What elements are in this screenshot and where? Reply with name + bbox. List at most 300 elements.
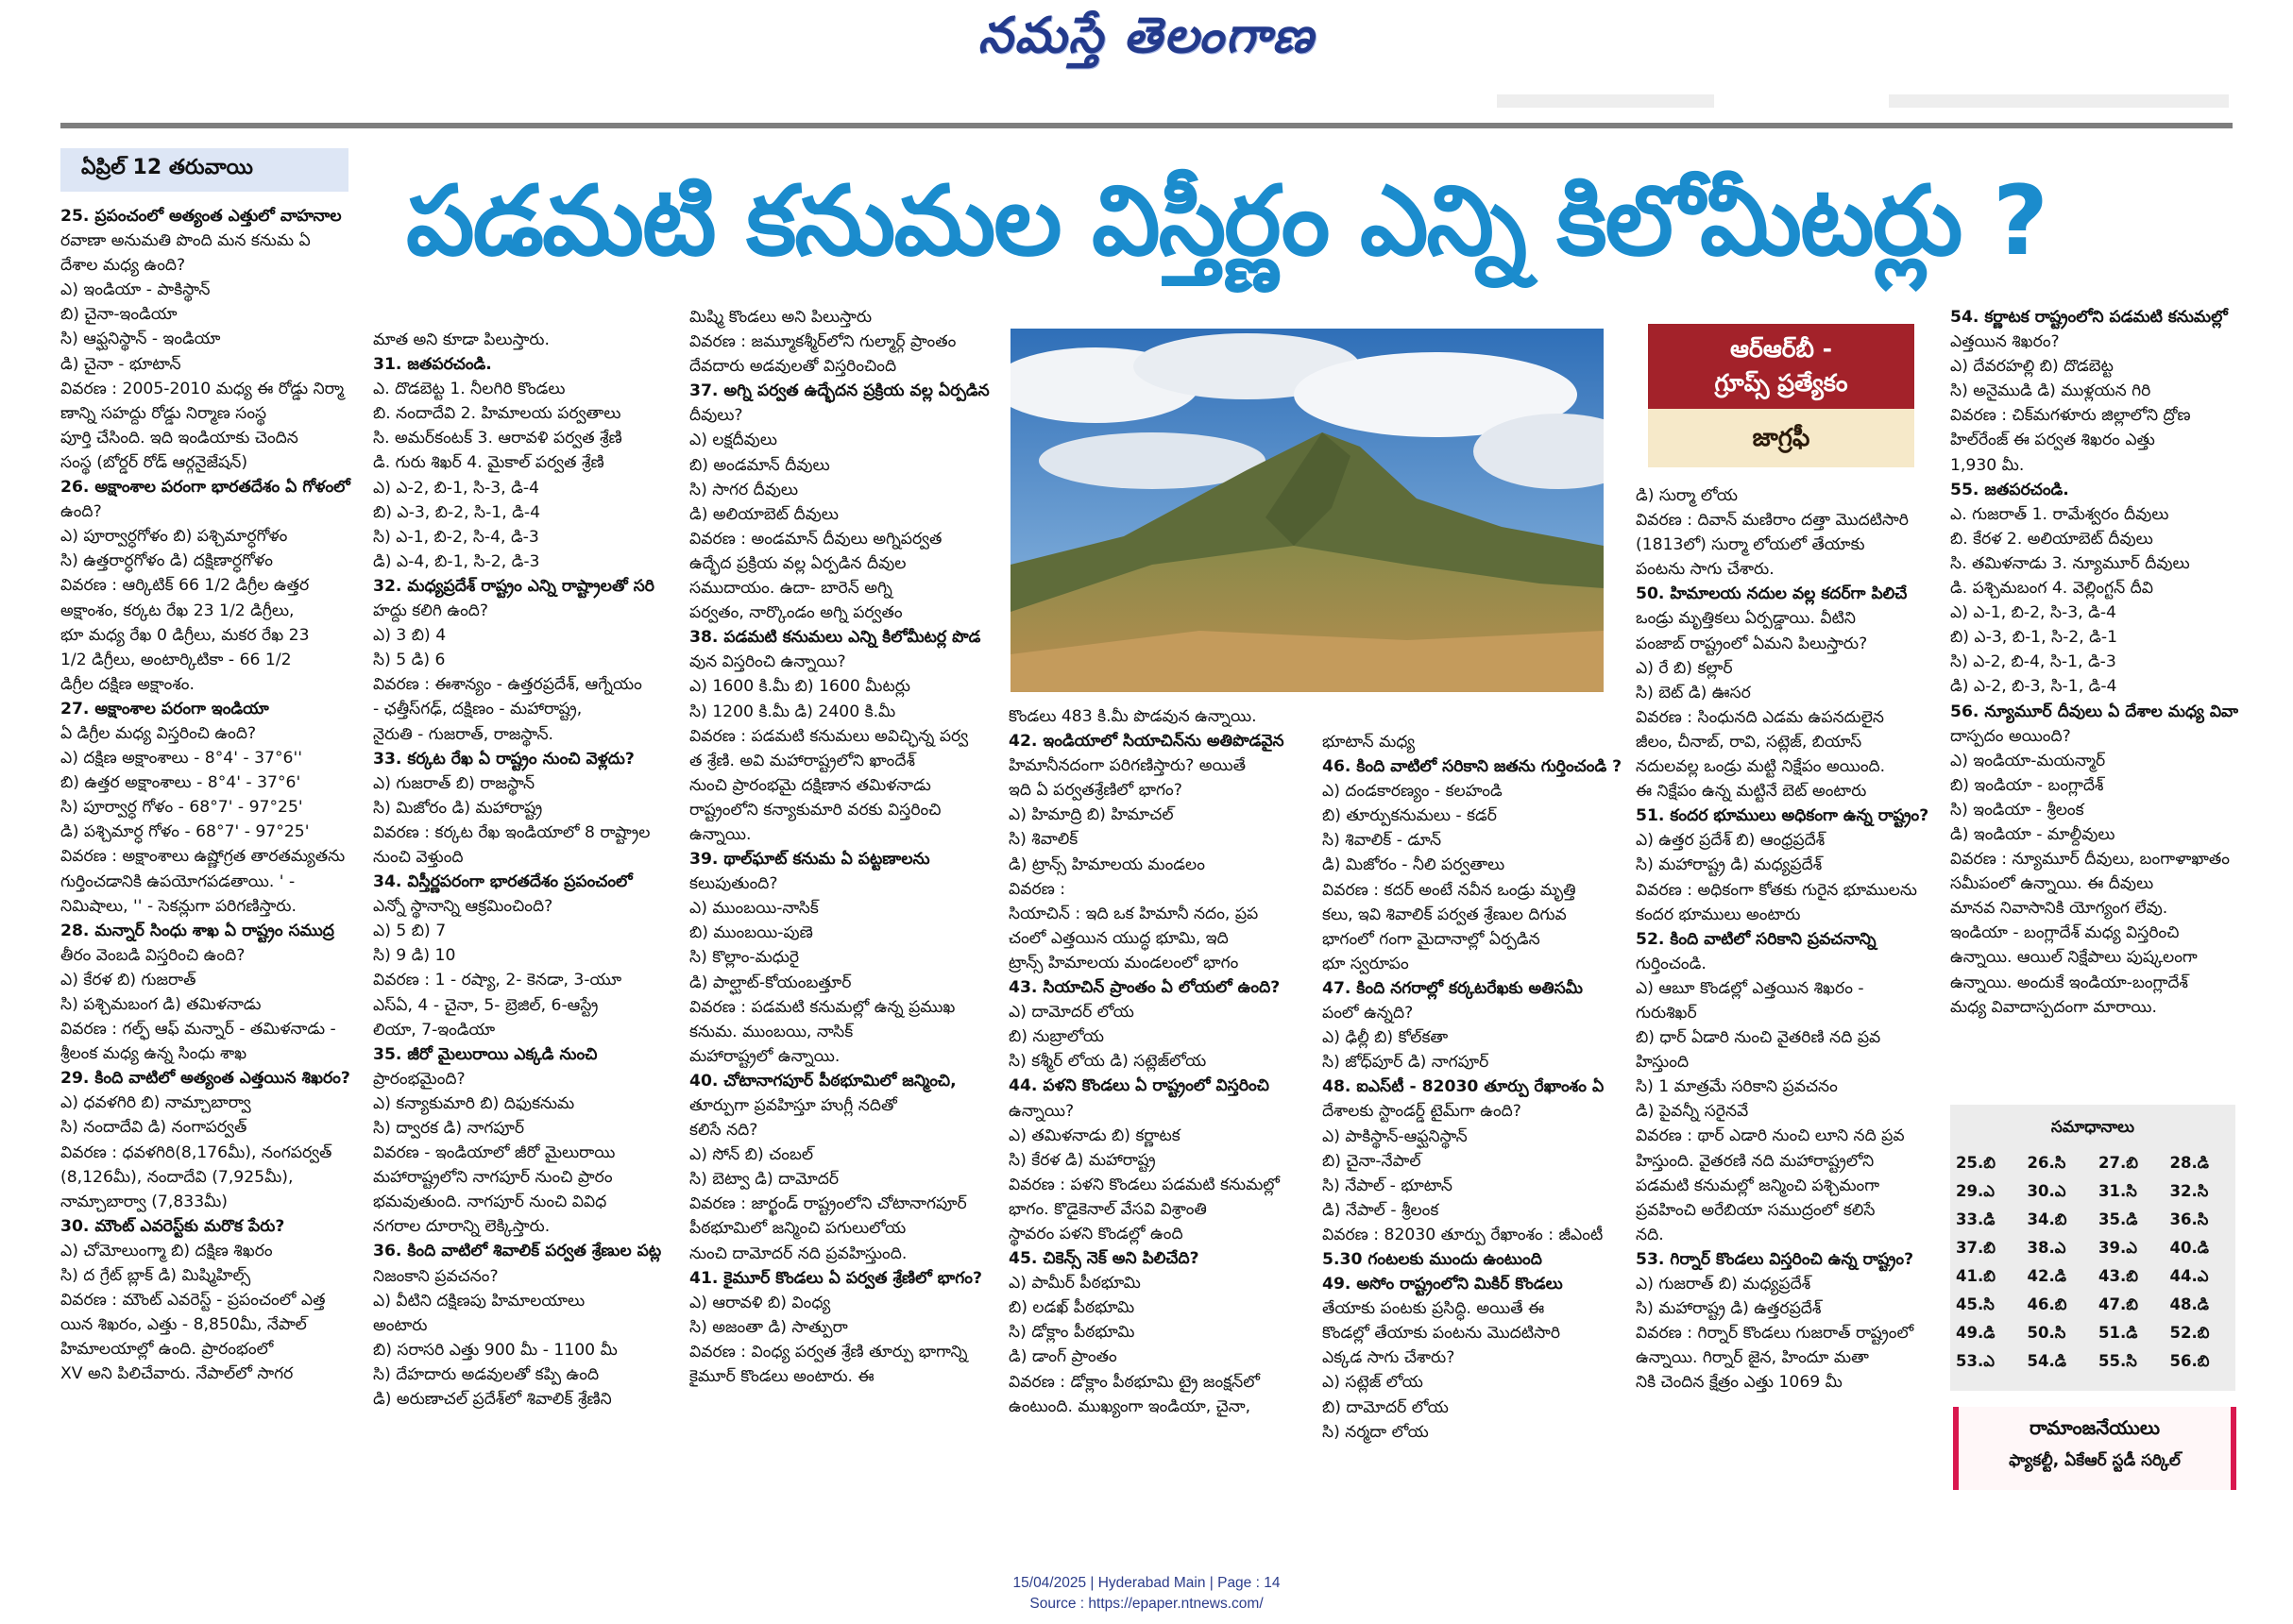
column-line: కొండల్లో తేయాకు పంటను మొదటిసారి — [1322, 1324, 1561, 1344]
column-line: హిమానీనదంగా పరిగణిస్తారు? అయితే — [1009, 756, 1246, 776]
column-line: దేశాల మధ్య ఉంది? — [60, 256, 186, 276]
column-line: ఉంది? — [60, 502, 102, 522]
column-line: సి) నర్మదా లోయ — [1322, 1422, 1429, 1442]
column-line: 29. కింది వాటిలో అత్యంత ఎత్తయిన శిఖరం? — [60, 1069, 350, 1089]
column-line: ఎ) వీటిని దక్షిణపు హిమాలయాలు — [373, 1291, 586, 1311]
exam-tag-line1: ఆర్ఆర్‌బీ - — [1730, 335, 1832, 363]
column-line: 54. కర్ణాటక రాష్ట్రంలోని పడమటి కనుమల్లో — [1950, 308, 2228, 327]
column-line: సి) ఇండియా - శ్రీలంక — [1950, 800, 2084, 820]
column-line: ఎ) దేవరహల్లి బి) దొడబెట్ట — [1950, 357, 2114, 377]
text-column-7 — [1950, 305, 2238, 1093]
column-line: భూటాన్ మధ్య — [1322, 733, 1416, 752]
column-line: 37. అగ్ని పర్వత ఉద్భేదన ప్రక్రియ వల్ల ఏర్పడిన — [689, 381, 990, 401]
column-line: బి. నందాదేవి 2. హిమాలయ పర్వతాలు — [373, 404, 621, 424]
column-line: వివరణ : కర్కట రేఖ ఇండియాలో 8 రాష్ట్రాల — [373, 822, 651, 842]
column-line: సి) నందాదేవి డి) నంగాపర్వత్ — [60, 1118, 247, 1138]
column-line: డి) పశ్చిమార్ధ గోళం - 68°7' - 97°25' — [60, 822, 310, 842]
column-line: వివరణ : 2005-2010 మధ్య ఈ రోడ్డు నిర్మా — [60, 379, 345, 398]
text-column-3 — [689, 305, 992, 1480]
column-line: సి) ఉత్తరార్ధగోళం డి) దక్షిణార్ధగోళం — [60, 551, 273, 571]
column-line: ఎ) తమిళనాడు బి) కర్ణాటక — [1009, 1125, 1180, 1145]
column-line: మిష్మి కొండలు అని పిలుస్తారు — [689, 308, 873, 327]
column-line: స్థావరం పళని కొండల్లో ఉంది — [1009, 1224, 1183, 1243]
column-line: గురుశిఖర్ — [1636, 1003, 1697, 1023]
column-line: ఎ) 5 బి) 7 — [373, 922, 447, 941]
column-line: ఉంటుంది. ముఖ్యంగా ఇండియా, చైనా, — [1009, 1396, 1251, 1416]
column-line: బి) సరాసరి ఎత్తు 900 మీ - 1100 మీ — [373, 1340, 618, 1360]
column-line: మాత అని కూడా పిలుస్తారు. — [373, 330, 550, 349]
column-line: సి) 5 డి) 6 — [373, 651, 446, 670]
answer-row — [1950, 1178, 2235, 1207]
column-line: 40. చోటానాగపూర్ పీఠభూమిలో జన్మించి, — [689, 1071, 957, 1091]
column-line: సి) ఎ-2, బి-4, సి-1, డి-3 — [1950, 652, 2116, 672]
column-line: ప్రవహించి అరేబియా సముద్రంలో కలిసే — [1636, 1200, 1876, 1220]
column-line: సి) 1 మాత్రమే సరికాని ప్రవచనం — [1636, 1077, 1838, 1097]
column-line: సి) 9 డి) 10 — [373, 946, 456, 966]
column-line: డి) మిజోరం - నీలి పర్వతాలు — [1322, 855, 1505, 875]
answer-cell: 42.డి — [2027, 1266, 2066, 1285]
column-line: ఎ) గుజరాత్ బి) రాజస్థాన్ — [373, 773, 535, 793]
column-line: కైమూర్ కొండలు అంటారు. ఈ — [689, 1367, 875, 1387]
answer-cell: 25.బి — [1956, 1153, 1996, 1172]
column-line: పంజాబ్ రాష్ట్రంలో ఏమని పిలుస్తారు? — [1636, 634, 1868, 653]
column-line: వివరణ : ఆర్కిటిక్ 66 1/2 డిగ్రీల ఉత్తర — [60, 576, 310, 596]
answer-cell: 26.సి — [2027, 1153, 2066, 1172]
header-stub-right — [1889, 94, 2229, 108]
column-line: బి) తూర్పుకనుమలు - కడర్ — [1322, 806, 1497, 826]
column-line: ఎ) 3 బి) 4 — [373, 626, 447, 646]
text-column-1 — [60, 204, 353, 1480]
column-line: ఎ) హిమాద్రి బి) హిమాచల్ — [1009, 805, 1174, 825]
column-line: వివరణ : జార్ఖండ్ రాష్ట్రంలోని చోటానాగపూర్ — [689, 1194, 967, 1214]
column-line: 47. కింది నగరాల్లో కర్కటరేఖకు అతిసమీ — [1322, 978, 1583, 998]
column-line: వివరణ : కదర్ అంటే నవీన ఒండ్రు మృత్తి — [1322, 880, 1576, 900]
column-line: ఉద్భేద ప్రక్రియ వల్ల ఏర్పడిన దీవుల — [689, 553, 907, 573]
column-line: 49. అసోం రాష్ట్రంలోని మికిర్ కొండలు — [1322, 1275, 1563, 1294]
column-line: నైరుతి - గుజరాత్, రాజస్థాన్. — [373, 724, 554, 744]
column-line: 50. హిమాలయ నదుల వల్ల కదర్‌గా పిలిచే — [1636, 584, 1908, 604]
column-line: బి) లడఖ్ పీఠభూమి — [1009, 1298, 1135, 1318]
column-line: కొండలు 483 కి.మీ పొడవున ఉన్నాయి. — [1009, 707, 1257, 726]
header-stub-left — [1497, 94, 1714, 108]
column-line: హిస్తుంది. వైతరణి నది మహారాష్ట్రలోని — [1636, 1151, 1875, 1171]
column-line: వున విస్తరించి ఉన్నాయి? — [689, 652, 846, 672]
column-line: ఎ) ఆరావళి బి) వింధ్య — [689, 1293, 831, 1312]
column-line: భూ స్వరూపం — [1322, 954, 1409, 973]
column-line: ఎ) ధవళగిరి బి) నామ్చాబార్వా — [60, 1093, 251, 1113]
column-line: సి) పూర్వార్ధ గోళం - 68°7' - 97°25' — [60, 798, 303, 818]
column-line: ఉన్నాయి. ఆయిల్ నిక్షేపాలు పుష్కలంగా — [1950, 948, 2198, 968]
column-line: ఎ) ఢిల్లీ బి) కోల్‌కతా — [1322, 1028, 1449, 1048]
column-line: మానవ నివాసానికి యోగ్యంగ లేవు. — [1950, 899, 2168, 919]
column-line: డి) ఎ-2, బి-3, సి-1, డి-4 — [1950, 677, 2117, 697]
answer-row — [1950, 1263, 2235, 1292]
text-column-6 — [1636, 483, 1936, 1480]
author-role: ఫ్యాకల్టీ, ఏకేఆర్ స్టడీ సర్కిల్ — [2009, 1451, 2181, 1470]
column-line: బి) ఇండియా - బంగ్లాదేశ్ — [1950, 775, 2104, 795]
column-line: ఎ) ఎ-2, బి-1, సి-3, డి-4 — [373, 478, 539, 498]
column-line: సి) ఆఫ్ఘనిస్థాన్ - ఇండియా — [60, 330, 221, 349]
column-line: డి) పాల్ఘాట్-కోయంబత్తూర్ — [689, 973, 852, 992]
answer-cell: 39.ఎ — [2098, 1238, 2137, 1257]
column-line: - ఛత్తీస్‌గఢ్, దక్షిణం - మహారాష్ట్ర, — [373, 700, 583, 719]
answer-cell: 32.సి — [2169, 1181, 2209, 1200]
answer-row — [1950, 1348, 2235, 1377]
column-line: పూర్తి చేసింది. ఇది ఇండియాకు చెందిన — [60, 428, 298, 448]
column-line: సి) పశ్చిమబంగ డి) తమిళనాడు — [60, 995, 262, 1014]
column-line: డి) సుర్మా లోయ — [1636, 486, 1738, 505]
column-line: 1/2 డిగ్రీలు, అంటార్కిటికా - 66 1/2 — [60, 650, 292, 669]
column-line: కలుపుతుంది? — [689, 874, 778, 894]
column-line: సముదాయం. ఉదా- బారెన్ అగ్ని — [689, 579, 892, 599]
column-line: అక్షాంశం, కర్కట రేఖ 23 1/2 డిగ్రీలు, — [60, 601, 295, 620]
column-line: హిమాలయాల్లో ఉంది. ప్రారంభంలో — [60, 1340, 274, 1360]
column-line: సి) ద గ్రేట్ బ్లాక్ డి) మిష్మిహిల్స్ — [60, 1266, 251, 1286]
column-line: వివరణ : సింధునది ఎడమ ఉపనదులైన — [1636, 707, 1884, 727]
column-line: వివరణ : అండమాన్ దీవులు అగ్నిపర్వత — [689, 529, 943, 549]
column-line: మహారాష్ట్రలో ఉన్నాయి. — [689, 1046, 841, 1066]
answer-cell: 53.ఎ — [1956, 1351, 1995, 1370]
column-line: ట్రాన్స్ హిమాలయ మండలంలో భాగం — [1009, 953, 1239, 973]
column-line: పర్వతం, నార్కొండం అగ్ని పర్వతం — [689, 603, 903, 623]
column-line: 35. జీరో మైలురాయి ఎక్కడి నుంచి — [373, 1044, 598, 1064]
column-line: 36. కింది వాటిలో శివాలిక్ పర్వత శ్రేణుల పట్ల — [373, 1242, 662, 1261]
column-line: 38. పడమటి కనుమలు ఎన్ని కిలోమీటర్ల పొడ — [689, 628, 981, 648]
column-line: డి. పశ్చిమబంగ 4. వెల్లింగ్టన్ దీవి — [1950, 579, 2153, 599]
column-line: గుర్తించండి. — [1636, 954, 1707, 973]
column-line: అంటారు — [373, 1315, 428, 1335]
column-line: నదులవల్ల ఒండ్రు మట్టి నిక్షేపం అయింది. — [1636, 757, 1886, 777]
answer-cell: 30.ఎ — [2027, 1181, 2066, 1200]
column-line: రవాణా అనుమతి పొంది మన కనుమ ఏ — [60, 231, 311, 251]
column-line: వివరణ : చిక్‌మగళూరు జిల్లాలోని ద్రోణ — [1950, 406, 2191, 426]
column-line: ఎ) లక్షదీవులు — [689, 431, 777, 450]
column-line: బి) ఎ-3, బి-1, సి-2, డి-1 — [1950, 628, 2118, 648]
column-line: ఒండ్రు మృత్తికలు ఏర్పడ్డాయి. వీటిని — [1636, 609, 1856, 629]
column-line: డి) పైవన్నీ సరైనవే — [1636, 1102, 1749, 1122]
column-line: నగరాల దూరాన్ని లెక్కిస్తారు. — [373, 1217, 551, 1237]
column-line: డి) అరుణాచల్ ప్రదేశ్‌లో శివాలిక్ శ్రేణిని — [373, 1390, 612, 1410]
column-line: ఉన్నాయి? — [1009, 1101, 1075, 1121]
column-line: నుంచి ప్రారంభమై దక్షిణాన తమిళనాడు — [689, 775, 931, 795]
column-line: వివరణ : జమ్మూకశ్మీర్‌లోని గుల్మార్గ్ ప్రాంతం — [689, 332, 957, 352]
column-line: కనుమ. ముంబయి, నాసిక్ — [689, 1022, 854, 1041]
column-line: డి) డాంగ్ ప్రాంతం — [1009, 1347, 1117, 1367]
answer-row — [1950, 1235, 2235, 1263]
column-line: 45. చికెన్స్ నెక్ అని పిలిచేది? — [1009, 1249, 1199, 1269]
column-line: 51. కందర భూములు అధికంగా ఉన్న రాష్ట్రం? — [1636, 806, 1929, 826]
answer-cell: 33.డి — [1956, 1210, 1996, 1228]
answer-cell: 35.డి — [2098, 1210, 2138, 1228]
column-line: 28. మన్నార్ సింధు శాఖ ఏ రాష్ట్రం సముద్ర — [60, 921, 334, 940]
column-line: హద్దు కలిగి ఉంది? — [373, 601, 489, 621]
column-line: భూ మధ్య రేఖ 0 డిగ్రీలు, మకర రేఖ 23 — [60, 625, 310, 645]
column-line: 30. మౌంట్ ఎవరెస్ట్‌కు మరొక పేరు? — [60, 1216, 285, 1236]
column-line: వివరణ : 82030 తూర్పు రేఖాంశం : జీఎంటీ — [1322, 1225, 1604, 1244]
column-line: హిస్తుంది — [1636, 1053, 1690, 1073]
column-line: వివరణ : పడమటి కనుమలు అవిచ్ఛిన్న పర్వ — [689, 726, 969, 746]
column-line: 31. జతపరచండి. — [373, 355, 492, 375]
column-line: ఈ నిక్షేపం ఉన్న మట్టినే బెట్ అంటారు — [1636, 782, 1867, 802]
subject-tag: జాగ్రఫీ — [1648, 409, 1914, 467]
answer-row — [1950, 1150, 2235, 1178]
column-line: XV అని పిలిచేవారు. నేపాల్‌లో సాగర — [60, 1364, 294, 1384]
column-line: దాస్పదం అయింది? — [1950, 726, 2071, 746]
text-column-2 — [373, 328, 675, 1480]
column-line: 34. విస్తీర్ణపరంగా భారతదేశం ప్రపంచంలో — [373, 872, 633, 892]
column-line: ఎ) ఎ-1, బి-2, సి-3, డి-4 — [1950, 603, 2116, 623]
column-line: వివరణ : న్యూమూర్ దీవులు, బంగాళాఖాతం — [1950, 850, 2231, 870]
answer-cell: 51.డి — [2098, 1323, 2138, 1342]
answer-row — [1950, 1292, 2235, 1320]
column-line: చంలో ఎత్తయిన యుద్ధ భూమి, ఇది — [1009, 928, 1229, 948]
column-line: రాష్ట్రంలోని కన్యాకుమారి వరకు విస్తరించి — [689, 800, 942, 820]
column-line: బి) ఎ-3, బి-2, సి-1, డి-4 — [373, 502, 541, 522]
column-line: సి. తమిళనాడు 3. న్యూమూర్ దీవులు — [1950, 553, 2190, 573]
column-line: ఎ) కన్యాకుమారి బి) దిఫుకనుమ — [373, 1093, 575, 1113]
column-line: 46. కింది వాటిలో సరికాని జతను గుర్తించండి ? — [1322, 757, 1622, 777]
answer-cell: 34.బి — [2027, 1210, 2067, 1228]
column-line: బి) దామోదర్ లోయ — [1322, 1397, 1449, 1417]
column-line: డి) అలియాబెట్ దీవులు — [689, 504, 839, 524]
column-line: బి) ముంబయి-పుణె — [689, 923, 813, 943]
column-line: 48. ఐఎస్‌టీ - 82030 తూర్పు రేఖాంశం ఏ — [1322, 1077, 1605, 1097]
column-line: ఎత్తయిన శిఖరం? — [1950, 332, 2060, 352]
column-line: ఎ) సోన్ బి) చంబల్ — [689, 1145, 814, 1165]
answer-cell: 45.సి — [1956, 1294, 1995, 1313]
column-line: వివరణ : ధవళగిరి(8,176మీ), నంగపర్వత్ — [60, 1142, 332, 1162]
column-line: 56. న్యూమూర్ దీవులు ఏ దేశాల మధ్య వివా — [1950, 702, 2238, 721]
column-line: సి) అనైముడి డి) ముళ్లయన గిరి — [1950, 381, 2151, 401]
column-line: వివరణ - ఇండియాలో జీరో మైలురాయి — [373, 1143, 616, 1163]
column-line: ఎన్నో స్థానాన్ని ఆక్రమించింది? — [373, 897, 553, 917]
column-line: దేశాలకు స్టాండర్డ్ టైమ్‌గా ఉంది? — [1322, 1102, 1521, 1122]
column-line: వివరణ : గల్ఫ్ ఆఫ్ మన్నార్ - తమిళనాడు - — [60, 1020, 336, 1040]
column-line: పీఠభూమిలో జన్మించి పగులులోయ — [689, 1219, 907, 1239]
column-line: ఇండియా - బంగ్లాదేశ్ మధ్య విస్తరించి — [1950, 923, 2180, 943]
column-line: బి) చైనా-నేపాల్ — [1322, 1151, 1421, 1171]
column-line: ఎ) ఇండియా-మయన్మార్ — [1950, 751, 2106, 770]
column-line: బి) అండమాన్ దీవులు — [689, 455, 830, 475]
column-line: దీవులు? — [689, 406, 743, 426]
column-line: లియా, 7-ఇండియా — [373, 1020, 496, 1040]
exam-tag — [1648, 324, 1914, 409]
column-line: సంస్థ (బోర్డర్ రోడ్ ఆర్గనైజేషన్) — [60, 452, 248, 472]
column-line: తేయాకు పంటకు ప్రసిద్ధి. అయితే ఈ — [1322, 1299, 1545, 1319]
column-line: 41. కైమూర్ కొండలు ఏ పర్వత శ్రేణిలో భాగం? — [689, 1268, 982, 1288]
column-line: ఎ) ముంబయి-నాసిక్ — [689, 899, 819, 919]
column-line: 5.30 గంటలకు ముందు ఉంటుంది — [1322, 1249, 1542, 1269]
header-rule — [60, 123, 2233, 128]
column-line: ఎ) పామీర్ పీఠభూమి — [1009, 1274, 1141, 1294]
column-line: వివరణ : పడమటి కనుమల్లో ఉన్న ప్రముఖ — [689, 997, 956, 1017]
column-line: సి) మిజోరం డి) మహారాష్ట్ర — [373, 798, 543, 818]
column-line: త శ్రేణి. అవి మహారాష్ట్రలోని ఖాందేశ్ — [689, 751, 915, 770]
column-line: భాగంలో గంగా మైదానాల్లో ఏర్పడిన — [1322, 929, 1540, 949]
column-line: వివరణ : థార్ ఎడారి నుంచి లూని నది ప్రవ — [1636, 1126, 1905, 1146]
column-line: వివరణ : — [1009, 879, 1066, 899]
column-line: సి) 1200 కి.మీ డి) 2400 కి.మీ — [689, 702, 896, 721]
column-line: ఎ) సట్లెజ్ లోయ — [1322, 1373, 1423, 1393]
answer-cell: 52.బి — [2169, 1323, 2210, 1342]
column-line: కందర భూములు అంటారు — [1636, 905, 1801, 924]
text-column-5 — [1322, 730, 1624, 1480]
column-line: పంలో ఉన్నది? — [1322, 1004, 1414, 1023]
column-line: సి) దేహదారు అడవులతో కప్పి ఉంది — [373, 1364, 600, 1384]
column-line: సి) మహారాష్ట్ర డి) మధ్యప్రదేశ్ — [1636, 855, 1823, 875]
masthead-logo: నమస్తే తెలంగాణ — [977, 8, 1316, 64]
answer-cell: 37.బి — [1956, 1238, 1996, 1257]
column-line: తూర్పుగా ప్రవహిస్తూ హుగ్లీ నదితో — [689, 1096, 897, 1115]
column-line: 39. థాల్‌ఘాట్ కనుమ ఏ పట్టణాలను — [689, 850, 930, 870]
column-line: సి) కేరళ డి) మహారాష్ట్ర — [1009, 1150, 1156, 1170]
author-box — [1953, 1407, 2236, 1490]
column-line: సి) శివాలిక్ - డూన్ — [1322, 831, 1442, 851]
answer-cell: 41.బి — [1956, 1266, 1996, 1285]
column-line: 42. ఇండియాలో సియాచిన్‌ను అతిపొడవైన — [1009, 732, 1284, 752]
column-line: సి) నేపాల్ - భూటాన్ — [1322, 1176, 1452, 1195]
western-ghats-photo — [1011, 329, 1604, 692]
column-line: ఎ) గుజరాత్ బి) మధ్యప్రదేశ్ — [1636, 1275, 1811, 1294]
column-line: ఉన్నాయి. — [689, 824, 752, 844]
column-line: బి) చైనా-ఇండియా — [60, 305, 178, 325]
column-line: ఎ) పూర్వార్ధగోళం బి) పశ్చిమార్ధగోళం — [60, 527, 288, 547]
column-line: ఎ) ఇండియా - పాకిస్థాన్ — [60, 280, 211, 300]
column-line: బి) నుబ్రాలోయ — [1009, 1027, 1104, 1047]
section-tag — [1648, 324, 1914, 467]
column-line: జీలం, చీనాబ్, రావి, సట్లెజ్, బియాస్ — [1636, 732, 1862, 752]
column-line: డిగ్రీల దక్షిణ అక్షాంశం. — [60, 674, 195, 694]
answer-cell: 31.సి — [2098, 1181, 2137, 1200]
column-line: గుర్తించడానికి ఉపయోగపడతాయి. ' - — [60, 871, 296, 891]
column-line: పడమటి కనుమల్లో జన్మించి పశ్చిమంగా — [1636, 1176, 1880, 1195]
column-line: ఎ) దక్షిణ అక్షాంశాలు - 8°4' - 37°6'' — [60, 749, 302, 769]
column-line: 32. మధ్యప్రదేశ్ రాష్ట్రం ఎన్ని రాష్ట్రాలతో సరి — [373, 576, 654, 596]
text-column-4 — [1009, 704, 1311, 1480]
answer-cell: 48.డి — [2169, 1294, 2209, 1313]
column-line: ఎ) ఉత్తర ప్రదేశ్ బి) ఆంధ్రప్రదేశ్ — [1636, 831, 1826, 851]
column-line: డి. గురు శిఖర్ 4. మైకాల్ పర్వత శ్రేణి — [373, 453, 604, 473]
column-line: సి) జోధ్‌పూర్ డి) నాగపూర్ — [1322, 1053, 1489, 1073]
column-line: తీరం వెంబడి విస్తరించి ఉంది? — [60, 945, 246, 965]
answer-cell: 29.ఎ — [1956, 1181, 1995, 1200]
column-line: ఎ) కేరళ బి) గుజరాత్ — [60, 970, 196, 990]
footer-source: Source : https://epaper.ntnews.com/ — [1029, 1596, 1264, 1612]
column-line: బి. కేరళ 2. అలియాబెట్ దీవులు — [1950, 529, 2153, 549]
answer-key-table — [1950, 1150, 2235, 1377]
column-line: వివరణ : గిర్నార్ కొండలు గుజరాత్ రాష్ట్రంలో — [1636, 1324, 1914, 1344]
column-line: సి) ఎ-1, బి-2, సి-4, డి-3 — [373, 527, 539, 547]
column-line: వివరణ : దివాన్ మణిరాం దత్తా మొదటిసారి — [1636, 511, 1909, 531]
answer-cell: 55.సి — [2098, 1351, 2137, 1370]
column-line: 53. గిర్నార్ కొండలు విస్తరించి ఉన్న రాష్ట్రం? — [1636, 1249, 1914, 1269]
column-line: ఎ) 1600 కి.మీ బి) 1600 మీటర్లు — [689, 677, 910, 697]
column-line: వివరణ : మౌంట్ ఎవరెస్ట్ - ప్రపంచంలో ఎత్త — [60, 1291, 326, 1311]
column-line: డి) నేపాల్ - శ్రీలంక — [1322, 1200, 1439, 1220]
column-line: ఉన్నాయి. గిర్నార్ జైన, హిందూ మతా — [1636, 1348, 1869, 1368]
article-headline: పడమటి కనుమల విస్తీర్ణం ఎన్ని కిలోమీటర్లు ? — [406, 165, 2047, 278]
column-line: ఎ) దామోదర్ లోయ — [1009, 1003, 1134, 1023]
answer-cell: 44.ఎ — [2169, 1266, 2209, 1285]
column-line: సి) ద్వారక డి) నాగపూర్ — [373, 1119, 525, 1138]
column-line: ఎ) పాకిస్థాన్-ఆఫ్ఘనిస్థాన్ — [1322, 1126, 1468, 1146]
column-line: సి) కొల్లాం-మధురై — [689, 948, 800, 968]
column-line: వివరణ : వింధ్య పర్వత శ్రేణి తూర్పు భాగాన్ని — [689, 1342, 968, 1362]
answer-row — [1950, 1320, 2235, 1348]
column-line: 27. అక్షాంశాల పరంగా ఇండియా — [60, 699, 269, 719]
answer-cell: 54.డి — [2027, 1351, 2066, 1370]
answer-key-box — [1950, 1105, 2235, 1391]
column-line: నిమిషాలు, '' - సెకన్లుగా పరిగణిస్తారు. — [60, 896, 297, 916]
column-line: వివరణ : 1 - రష్యా, 2- కెనడా, 3-యూ — [373, 971, 622, 990]
column-line: నామ్చాబార్వా (7,833మీ) — [60, 1192, 229, 1211]
column-line: ఉన్నాయి. అందుకే ఇండియా-బంగ్లాదేశ్ — [1950, 973, 2188, 992]
column-line: సి) కశ్మీర్ లోయ డి) సట్లెజ్‌లోయ — [1009, 1052, 1207, 1072]
column-line: సి) సాగర దీవులు — [689, 480, 799, 499]
column-line: 25. ప్రపంచంలో అత్యంత ఎత్తులో వాహనాల — [60, 207, 342, 226]
column-line: వివరణ : డోక్లాం పీఠభూమి ట్రై జంక్షన్‌లో — [1009, 1372, 1260, 1392]
column-line: ణాన్ని సహద్దు రోడ్డు నిర్మాణ సంస్థ — [60, 403, 267, 423]
answer-cell: 40.డి — [2169, 1238, 2209, 1257]
column-line: శ్రీలంక మధ్య ఉన్న సింధు శాఖ — [60, 1044, 247, 1064]
column-line: నుంచి దామోదర్ నది ప్రవహిస్తుంది. — [689, 1243, 908, 1263]
column-line: హిల్‌రేంజ్ ఈ పర్వత శిఖరం ఎత్తు — [1950, 431, 2155, 450]
column-line: భాగం. కొడైకెనాల్ వేసవి విశ్రాంతి — [1009, 1199, 1207, 1219]
column-line: ఎ) దండకారణ్యం - కలహండి — [1322, 782, 1503, 802]
answer-cell: 36.సి — [2169, 1210, 2209, 1228]
column-line: డి) ఇండియా - మాల్దీవులు — [1950, 824, 2115, 844]
column-line: ఎస్ఏ, 4 - చైనా, 5- బ్రెజిల్, 6-ఆస్ట్రే — [373, 995, 599, 1015]
column-line: 55. జతపరచండి. — [1950, 480, 2069, 499]
column-line: నుంచి వెళ్తుంది — [373, 847, 464, 867]
column-line: సి) బెట్వా డి) దామోదర్ — [689, 1170, 840, 1190]
answer-cell: 38.ఎ — [2027, 1238, 2066, 1257]
column-line: ఎ. దొడబెట్ట 1. నీలగిరి కొండలు — [373, 380, 566, 399]
answer-cell: 46.బి — [2027, 1294, 2067, 1313]
answer-cell: 47.బి — [2098, 1294, 2138, 1313]
column-line: సి. అమర్‌కంటక్ 3. ఆరావళి పర్వత శ్రేణి — [373, 429, 622, 448]
column-line: సి) డోక్లాం పీఠభూమి — [1009, 1323, 1135, 1343]
column-line: పంటను సాగు చేశారు. — [1636, 560, 1775, 580]
column-line: నిజంకాని ప్రవచనం? — [373, 1266, 499, 1286]
answer-cell: 27.బి — [2098, 1153, 2138, 1172]
column-line: మధ్య వివాదాస్పదంగా మారాయి. — [1950, 997, 2157, 1017]
column-line: ఎక్కడ సాగు చేశారు? — [1322, 1348, 1455, 1368]
column-line: నికి చెందిన క్షేత్రం ఎత్తు 1069 మీ — [1636, 1373, 1843, 1393]
column-line: సి) శివాలిక్ — [1009, 830, 1079, 850]
column-line: 44. పళని కొండలు ఏ రాష్ట్రంలో విస్తరించి — [1009, 1076, 1269, 1096]
page-footer — [0, 1573, 2293, 1615]
column-line: సియాచిన్ : ఇది ఒక హిమానీ నదం, ప్రప — [1009, 904, 1259, 923]
column-line: డి) ట్రాన్స్ హిమాలయ మండలం — [1009, 854, 1205, 874]
answer-cell: 50.సి — [2027, 1323, 2066, 1342]
column-line: ఇది ఏ పర్వతశ్రేణిలో భాగం? — [1009, 781, 1182, 801]
continuation-dateline: ఏప్రిల్ 12 తరువాయి — [60, 148, 348, 192]
answer-cell: 56.బి — [2169, 1351, 2210, 1370]
column-line: ఎ) ఆబూ కొండల్లో ఎత్తయిన శిఖరం - — [1636, 978, 1864, 998]
answer-cell: 28.డి — [2169, 1153, 2209, 1172]
column-line: సమీపంలో ఉన్నాయి. ఈ దీవులు — [1950, 874, 2154, 894]
column-line: ప్రారంభమైంది? — [373, 1069, 466, 1089]
column-line: కలు, ఇవి శివాలిక్ పర్వత శ్రేణుల దిగువ — [1322, 905, 1567, 924]
column-line: 52. కింది వాటిలో సరికాని ప్రవచనాన్ని — [1636, 929, 1877, 949]
column-line: కలిసే నది? — [689, 1121, 758, 1141]
column-line: ఎ) రే బి) కల్లార్ — [1636, 658, 1733, 678]
column-line: యిన శిఖరం, ఎత్తు - 8,850మీ, నేపాల్ — [60, 1315, 307, 1335]
column-line: డి) ఎ-4, బి-1, సి-2, డి-3 — [373, 551, 540, 571]
column-line: 33. కర్కట రేఖ ఏ రాష్ట్రం నుంచి వెళ్లదు? — [373, 749, 635, 769]
column-line: సి) మహారాష్ట్ర డి) ఉత్తరప్రదేశ్ — [1636, 1299, 1822, 1319]
